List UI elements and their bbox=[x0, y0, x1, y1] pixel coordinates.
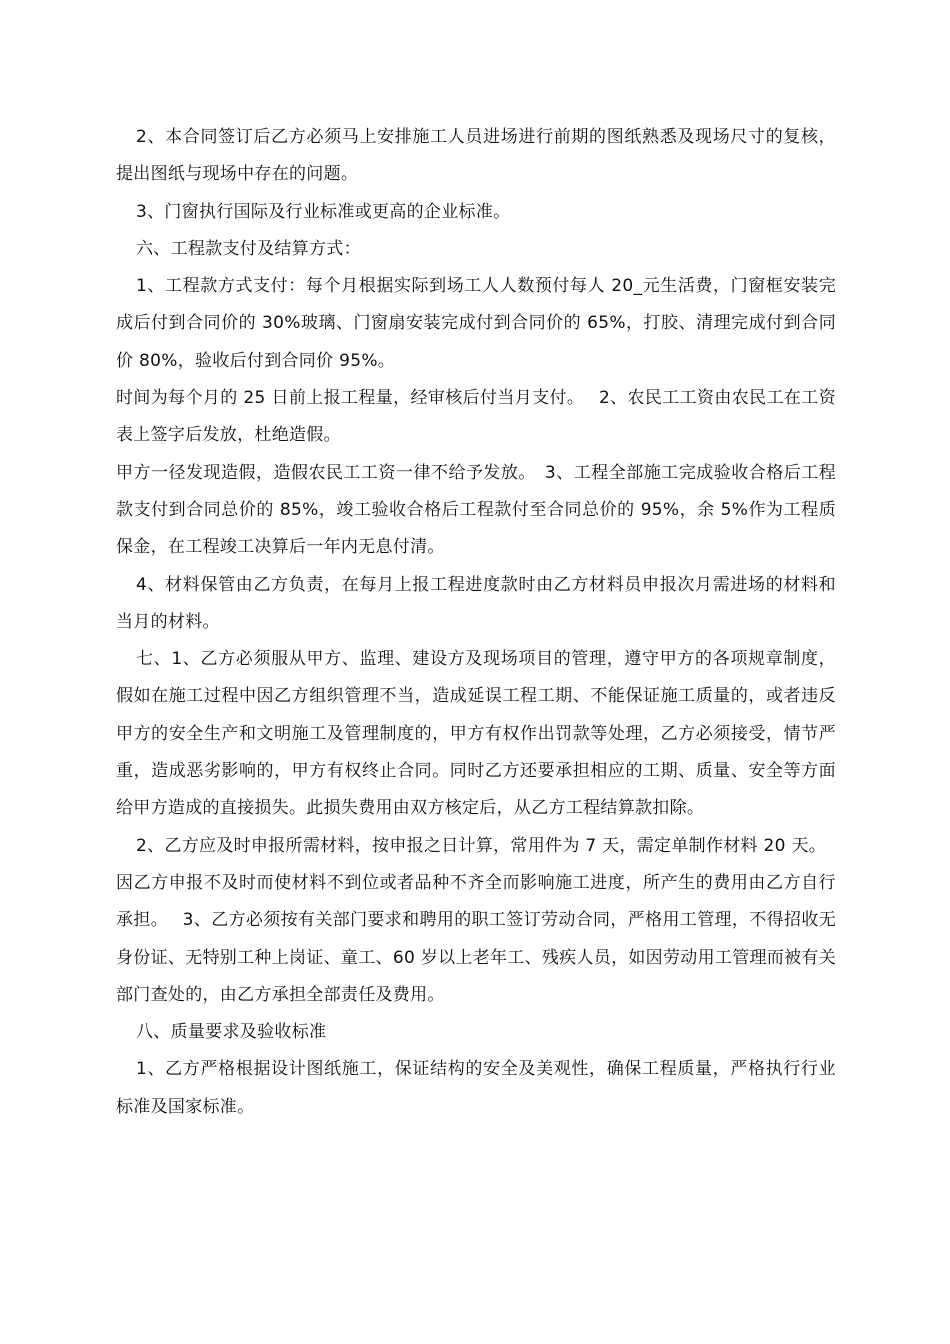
paragraph-material-request: 2、乙方应及时申报所需材料，按申报之日计算，常用件为 7 天，需定单制作材料 20 天。 bbox=[136, 835, 827, 856]
contract-body bbox=[116, 119, 836, 1126]
section-heading-payment: 六、工程款支付及结算方式： bbox=[136, 238, 361, 259]
section-heading-management: 七、1、乙方必须服从甲方、监理、建设方及现场项目的管理，遵守甲方的各项规章制度，假如在施工过程中因乙方组织管理不当，造成延误工程工期、不能保证施工质量的，或者违反甲方的安全生产和文明施工及管理制度的，甲方有权作出罚款等处理，乙方必须接受，情节严重，造成恶劣影响的，甲方有权终止合同。同时乙方还要承担相应的工期、质量、安全等方面给甲方造成的直接损失。此损失费用由双方核定后，从乙方工程结算款扣除。 bbox=[116, 649, 836, 819]
paragraph-payment-method: 1、工程款方式支付：每个月根据实际到场工人人数预付每人 20_元生活费，门窗框安装完成后付到合同价的 30%玻璃、门窗扇安装完成付到合同价的 65%，打胶、清理完成付到合同价 80%，验收后付到合同价 95%。 bbox=[116, 276, 836, 371]
paragraph-payment-schedule: 时间为每个月的 25 日前上报工程量，经审核后付当月支付。 2、农民工工资由农民工在工资表上签字后发放，杜绝造假。 bbox=[116, 388, 836, 446]
paragraph-material-custody: 4、材料保管由乙方负责，在每月上报工程进度款时由乙方材料员申报次月需进场的材料和当月的材料。 bbox=[116, 574, 836, 632]
paragraph-drawing-review: 2、本合同签订后乙方必须马上安排施工人员进场进行前期的图纸熟悉及现场尺寸的复核，提出图纸与现场中存在的问题。 bbox=[116, 127, 836, 185]
section-heading-quality: 八、质量要求及验收标准 bbox=[136, 1022, 327, 1043]
paragraph-labor-contract: 因乙方申报不及时而使材料不到位或者品种不齐全而影响施工进度，所产生的费用由乙方自行承担。 3、乙方必须按有关部门要求和聘用的职工签订劳动合同，严格用工管理，不得招收无身份证、无特别工种上岗证、童工、60 岁以上老年工、残疾人员，如因劳动用工管理而被有关部门查处的，由乙方承担全部责任及费用。 bbox=[116, 872, 836, 1005]
paragraph-quality-standard: 1、乙方严格根据设计图纸施工，保证结构的安全及美观性，确保工程质量，严格执行行业标准及国家标准。 bbox=[116, 1059, 836, 1117]
paragraph-window-standard: 3、门窗执行国际及行业标准或更高的企业标准。 bbox=[136, 201, 511, 222]
paragraph-wage-fraud: 甲方一径发现造假，造假农民工工资一律不给予发放。 3、工程全部施工完成验收合格后工程款支付到合同总价的 85%，竣工验收合格后工程款付至合同总价的 95%，余 5%作为工程质保金，在工程竣工决算后一年内无息付清。 bbox=[116, 462, 836, 558]
